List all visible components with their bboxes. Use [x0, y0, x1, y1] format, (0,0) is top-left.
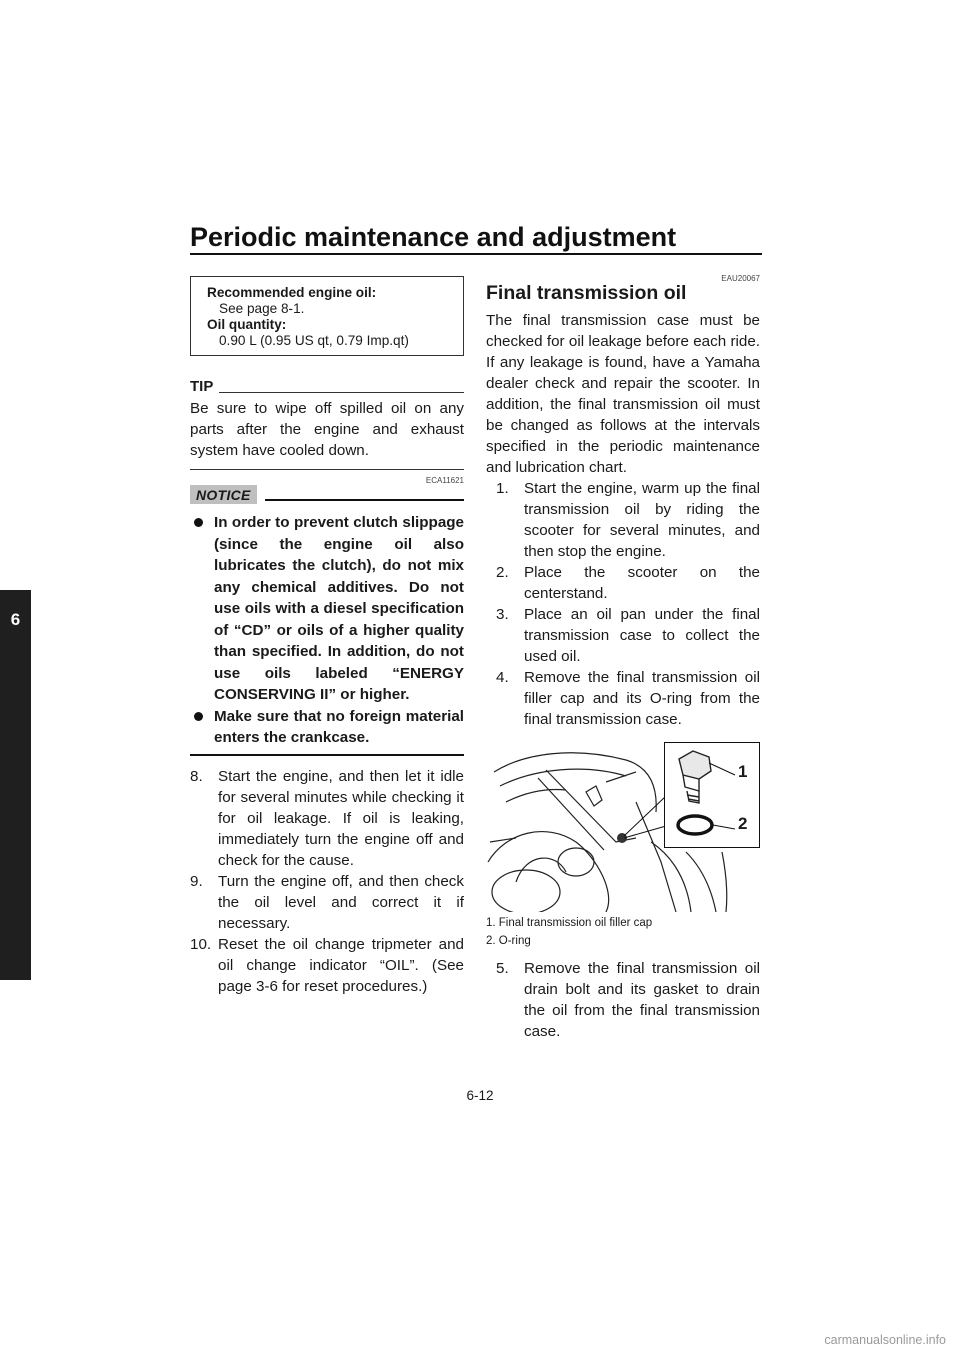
right-column	[486, 274, 760, 1042]
title-rule	[190, 253, 762, 255]
tip-text: Be sure to wipe off spilled oil on any parts after the engine and exhaust system have cooled down.	[190, 400, 464, 459]
notice-code: ECA11621	[425, 476, 464, 485]
spec-box	[190, 276, 464, 356]
right-steps-2	[486, 958, 760, 1042]
left-steps	[190, 766, 464, 997]
left-column	[190, 276, 464, 997]
list-item: 4. Remove the final transmission oil filler cap and its O-ring from the final transmission case.	[496, 669, 760, 728]
section-header	[486, 274, 760, 304]
list-item: 3. Place an oil pan under the final transmission case to collect the used oil.	[496, 606, 760, 665]
o-ring-icon	[678, 816, 712, 834]
watermark: carmanualsonline.info	[824, 1333, 946, 1347]
list-item: In order to prevent clutch slippage (since the engine oil also lubricates the clutch), do not mix any chemical additives. Do not use oils with a diesel specification of “CD” or oils of a higher quality than specified. In addition, do not use oils labeled “ENERGY CONSERVING II” or higher.	[190, 512, 464, 706]
spec-value-quantity: 0.90 L (0.95 US qt, 0.79 Imp.qt)	[219, 333, 409, 348]
list-item: Make sure that no foreign material enters the crankcase.	[190, 706, 464, 749]
spec-value-oil: See page 8-1.	[219, 301, 305, 316]
page-title: Periodic maintenance and adjustment	[190, 222, 677, 252]
chapter-tab	[0, 590, 31, 980]
callout-1: 1	[738, 762, 748, 781]
tip-header	[190, 378, 464, 394]
chapter-number: 6	[10, 610, 21, 629]
list-item: 1. Start the engine, warm up the final transmission oil by riding the scooter for several minutes, and then stop the engine.	[496, 480, 760, 560]
spec-label-quantity: Oil quantity:	[207, 317, 287, 332]
caption-2: 2. O-ring	[486, 935, 531, 947]
callout-2: 2	[738, 814, 748, 833]
list-item: 10. Reset the oil change tripmeter and oil change indicator “OIL”. (See page 3-6 for reset procedures.)	[190, 935, 464, 995]
list-item: 2. Place the scooter on the centerstand.	[496, 564, 760, 602]
right-steps	[486, 478, 760, 730]
notice-header	[190, 485, 464, 504]
notice-end-rule	[190, 754, 464, 756]
bullet-icon	[194, 712, 203, 721]
caption-1: 1. Final transmission oil filler cap	[486, 917, 653, 929]
transmission-figure	[486, 742, 760, 912]
list-item: 9. Turn the engine off, and then check the oil level and correct it if necessary.	[190, 872, 464, 932]
tip-end-rule	[190, 469, 464, 470]
spec-label-oil: Recommended engine oil:	[207, 285, 377, 300]
section-intro: The final transmission case must be checked for oil leakage before each ride. If any leakage is found, have a Yamaha dealer check and repair the scooter. In addition, the final transmission oil must be changed as follows at the intervals specified in the periodic maintenance and lubrication chart.	[486, 312, 760, 476]
list-item: 8. Start the engine, and then let it idle for several minutes while checking it for oil leakage. If oil is leaking, immediately turn the engine off and check for the cause.	[190, 767, 464, 869]
tip-label: TIP	[190, 378, 214, 395]
notice-list	[190, 512, 464, 749]
section-title: Final transmission oil	[486, 282, 687, 304]
list-item: 5. Remove the final transmission oil drain bolt and its gasket to drain the oil from the final transmission case.	[496, 960, 760, 1040]
notice-badge: NOTICE	[190, 485, 257, 504]
page-number: 6-12	[466, 1088, 494, 1103]
section-code: EAU20067	[721, 274, 760, 283]
figure-captions	[486, 914, 760, 950]
bullet-icon	[194, 518, 203, 527]
